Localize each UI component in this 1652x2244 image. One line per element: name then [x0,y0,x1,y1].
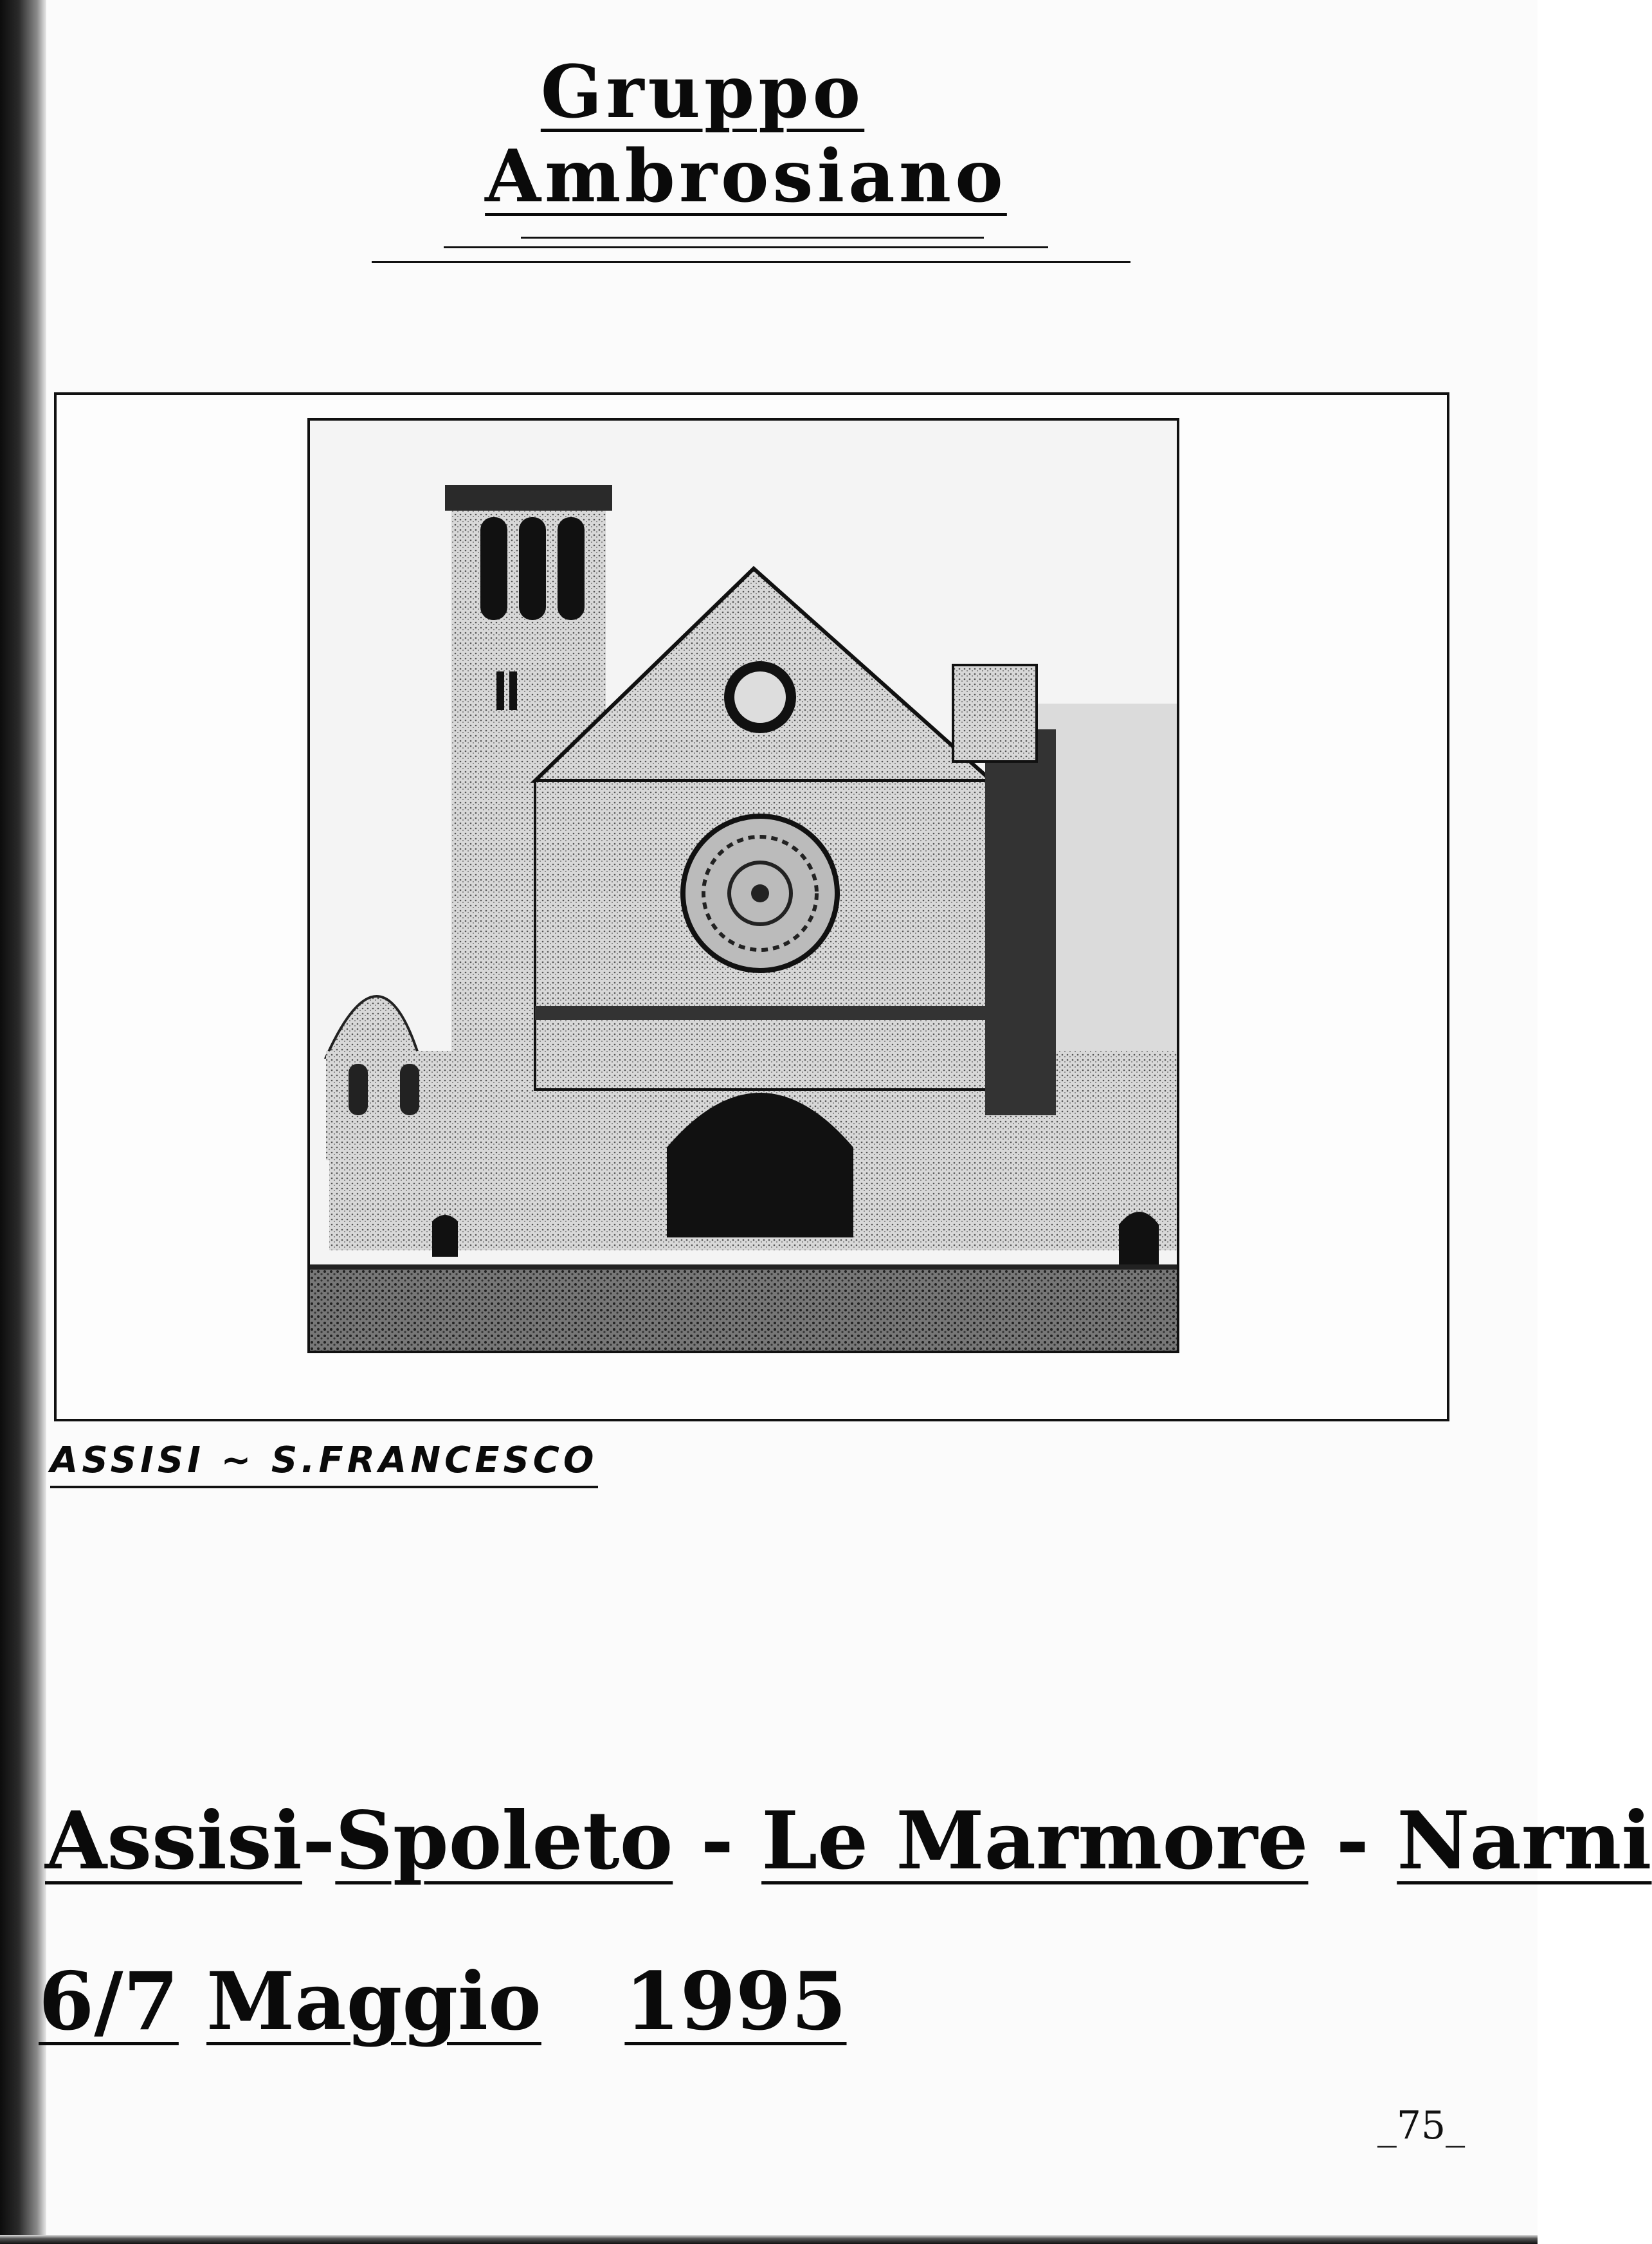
page-number: _75_ [1377,2103,1466,2148]
decorative-rule [444,246,1048,248]
date-year: 1995 [624,1955,847,2048]
separator: - [1308,1794,1397,1888]
place-assisi: Assisi [45,1794,302,1888]
date-month: Maggio [206,1955,541,2048]
date-days: 6/7 [39,1955,179,2048]
binding-shadow [0,0,46,2244]
page-bottom-edge [0,2235,1538,2244]
basilica-illustration [310,421,1177,1351]
trip-title [45,1794,1652,1891]
trip-date [39,1955,847,2052]
decorative-rule [521,237,984,239]
place-spoleto: Spoleto [335,1794,673,1888]
separator: - [302,1794,336,1888]
separator: - [673,1794,762,1888]
group-title-word-2: Ambrosiano [485,134,1007,219]
group-title-word-1: Gruppo [540,50,865,134]
basilica-photo [307,418,1179,1353]
group-title [296,50,1196,219]
place-le-marmore: Le Marmore [761,1794,1309,1888]
decorative-rule [372,261,1130,263]
photo-caption: ASSISI ~ S.FRANCESCO [50,1439,598,1488]
place-narni: Narni [1397,1794,1652,1888]
